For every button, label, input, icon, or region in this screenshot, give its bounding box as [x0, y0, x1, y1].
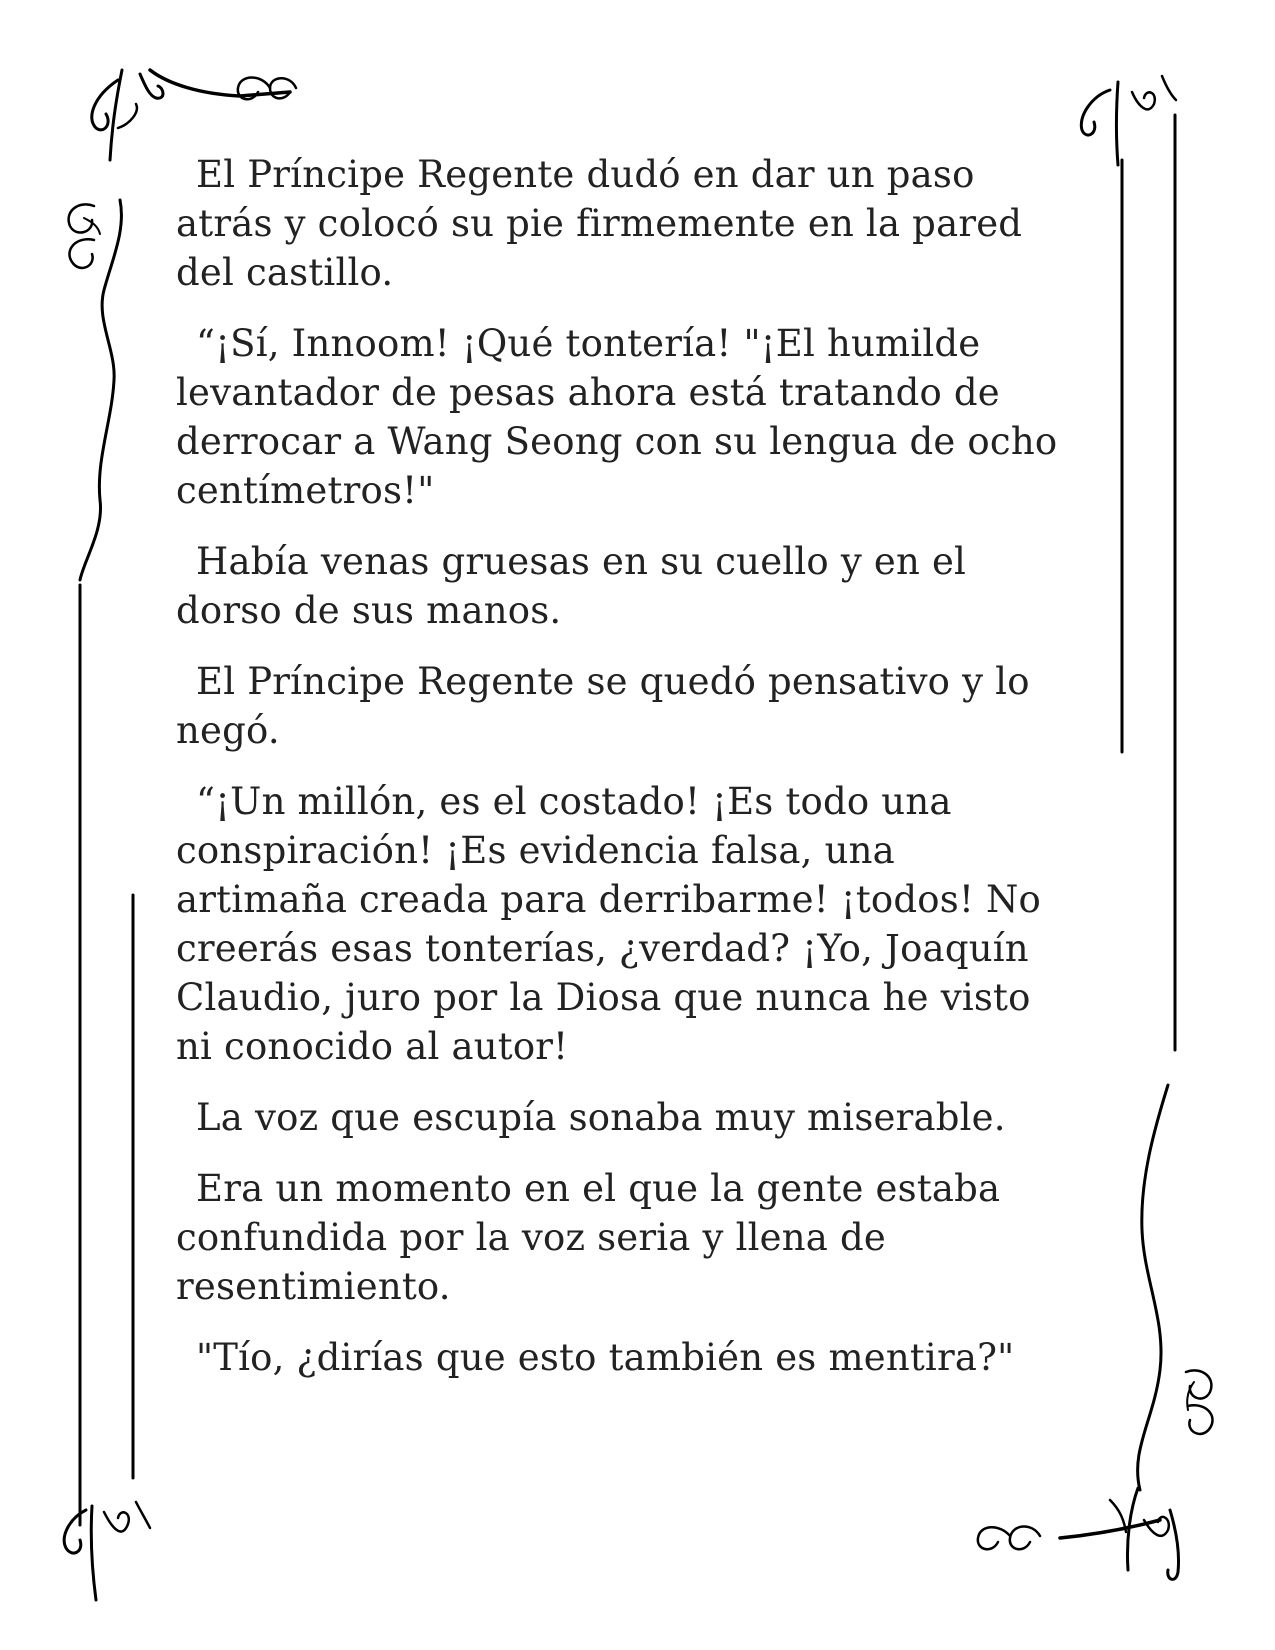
paragraph: El Príncipe Regente dudó en dar un paso atrás y colocó su pie firmemente en la pared del castillo.: [176, 153, 1023, 294]
right-side-long-curve: [1138, 1085, 1168, 1490]
right-side-swirl-icon: [1186, 1370, 1213, 1434]
paragraph: Había venas gruesas en su cuello y en el dorso de sus manos.: [176, 540, 967, 632]
paragraph: La voz que escupía sonaba muy miserable.: [196, 1096, 1006, 1139]
bottom-right-swirl-icon: [978, 1526, 1040, 1549]
page-text-column: [176, 150, 1076, 1404]
top-left-flourish-icon: [92, 70, 290, 160]
paragraph: “¡Sí, Innoom! ¡Qué tontería! "¡El humilde levantador de pesas ahora está tratando de derrocar a Wang Seong con su lengua de ocho centímetros!": [176, 322, 1058, 512]
left-side-swirl-icon: [69, 204, 100, 268]
top-right-flourish-icon: [1081, 76, 1176, 165]
paragraph: El Príncipe Regente se quedó pensativo y lo negó.: [176, 660, 1030, 752]
paragraph: “¡Un millón, es el costado! ¡Es todo una conspiración! ¡Es evidencia falsa, una artimaña creada para derribarme! ¡todos! No creerás esas tonterías, ¿verdad? ¡Yo, Joaquín Claudio, juro por la Diosa que nunca he visto ni conocido al autor!: [176, 780, 1042, 1068]
left-side-long-curve: [80, 200, 121, 580]
bottom-left-flourish-icon: [64, 1502, 150, 1600]
bottom-right-flourish-icon: [1060, 1488, 1179, 1579]
paragraph: "Tío, ¿dirías que esto también es mentira?": [196, 1336, 1015, 1379]
paragraph: Era un momento en el que la gente estaba confundida por la voz seria y llena de resentimiento.: [176, 1167, 1001, 1308]
